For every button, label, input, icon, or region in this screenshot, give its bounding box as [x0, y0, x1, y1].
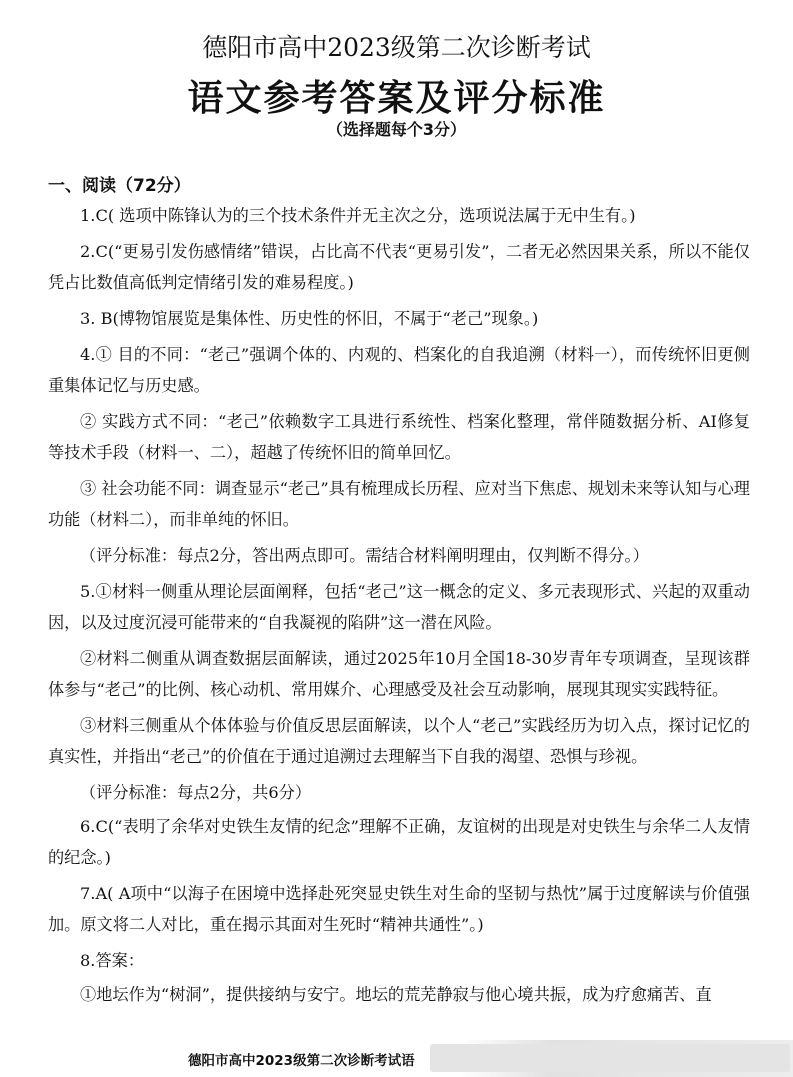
blurred-region	[430, 1044, 790, 1072]
answer-paragraph: ①地坛作为“树洞”，提供接纳与安宁。地坛的荒芜静寂与他心境共振，成为疗愈痛苦、直	[80, 985, 712, 1004]
section-heading-reading: 一、阅读（72分）	[48, 176, 191, 196]
answer-paragraph: 6.C(“表明了余华对史铁生友情的纪念”理解不正确，友谊树的出现是对史铁生与余华二人友情的纪念。)	[48, 817, 750, 867]
document-title: 语文参考答案及评分标准	[187, 78, 606, 119]
answer-paragraph: ③材料三侧重从个体体验与价值反思层面解读，以个人“老己”实践经历为切入点，探讨记忆的真实性，并指出“老己”的价值在于通过追溯过去理解当下自我的渴望、恐惧与珍视。	[48, 716, 750, 766]
answer-paragraph: ③ 社会功能不同：调查显示“老己”具有梳理成长历程、应对当下焦虑、规划未来等认知与心理功能（材料二），而非单纯的怀旧。	[48, 479, 750, 529]
answer-paragraph: 5.①材料一侧重从理论层面阐释，包括“老己”这一概念的定义、多元表现形式、兴起的双重动因，以及过度沉浸可能带来的“自我凝视的陷阱”这一潜在风险。	[48, 582, 750, 632]
scoring-criteria: （评分标准：每点2分，共6分）	[80, 783, 312, 802]
answer-list	[48, 200, 750, 1015]
answer-paragraph: 1.C( 选项中陈锋认为的三个技术条件并无主次之分，选项说法属于无中生有。)	[80, 206, 636, 225]
answer-paragraph: ②材料二侧重从调查数据层面解读，通过2025年10月全国18-30岁青年专项调查，呈现该群体参与“老己”的比例、核心动机、常用媒介、心理感受及社会互动影响，展现其现实实践特征。	[48, 649, 750, 699]
answer-paragraph: 7.A( A项中“以海子在困境中选择赴死突显史铁生对生命的坚韧与热忱”属于过度解读与价值强加。原文将二人对比，重在揭示其面对生死时“精神共通性”。)	[48, 884, 750, 934]
exam-title: 德阳市高中2023级第二次诊断考试	[202, 33, 591, 62]
answer-paragraph: 8.答案：	[80, 951, 145, 970]
answer-paragraph: 2.C(“更易引发伤感情绪”错误，占比高不代表“更易引发”，二者无必然因果关系，所以不能仅凭占比数值高低判定情绪引发的难易程度。)	[48, 242, 750, 292]
scoring-note: （选择题每个3分）	[326, 120, 467, 139]
footer-text: 德阳市高中2023级第二次诊断考试语	[188, 1052, 415, 1069]
answer-paragraph: 3. B(博物馆展览是集体性、历史性的怀旧，不属于“老己”现象。)	[80, 309, 539, 328]
answer-paragraph: ② 实践方式不同：“老己”依赖数字工具进行系统性、档案化整理，常伴随数据分析、AI修复等技术手段（材料一、二），超越了传统怀旧的简单回忆。	[48, 412, 750, 462]
scoring-criteria: （评分标准：每点2分，答出两点即可。需结合材料阐明理由，仅判断不得分。）	[80, 546, 649, 565]
answer-paragraph: 4.① 目的不同：“老己”强调个体的、内观的、档案化的自我追溯（材料一），而传统怀旧更侧重集体记忆与历史感。	[48, 345, 750, 395]
